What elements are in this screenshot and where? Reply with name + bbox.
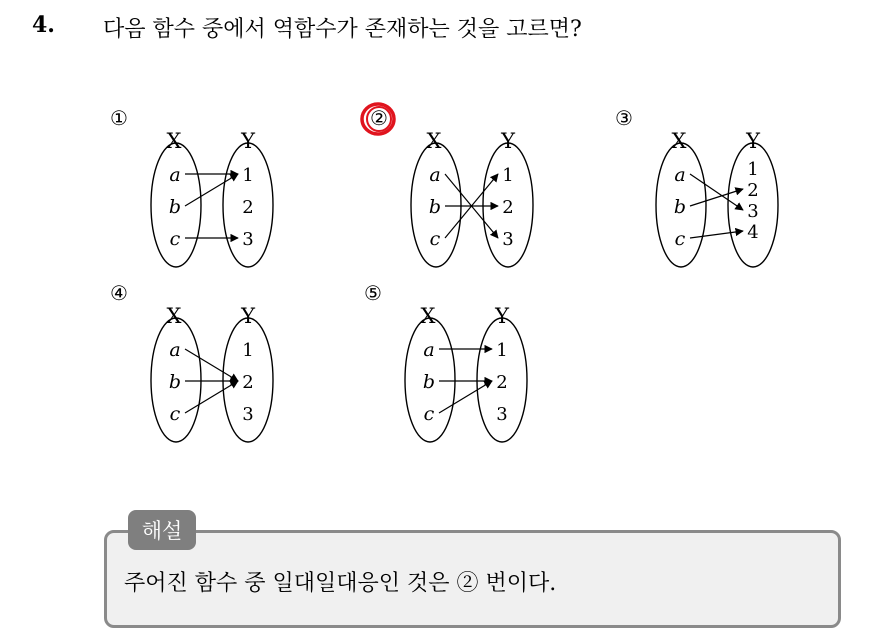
mapping-diagram xyxy=(108,103,298,283)
set-y-element: 2 xyxy=(747,180,759,201)
set-x-element: c xyxy=(169,403,181,425)
set-y-element: 3 xyxy=(496,404,508,425)
set-x-element: a xyxy=(674,164,686,186)
set-x-label: X xyxy=(426,129,442,153)
set-x-element: b xyxy=(168,196,182,218)
option-number: ③ xyxy=(615,106,633,130)
mapping-arrow xyxy=(439,381,492,413)
set-y-label: Y xyxy=(495,304,509,328)
set-x-element: b xyxy=(168,371,182,393)
set-x-element: a xyxy=(423,339,435,361)
set-y-element: 1 xyxy=(242,340,254,361)
option-number: ⑤ xyxy=(364,281,382,305)
option-number: ④ xyxy=(110,281,128,305)
set-y-element: 2 xyxy=(242,372,254,393)
set-x-label: X xyxy=(166,304,182,328)
mapping-diagram xyxy=(368,103,558,283)
question-number: 4. xyxy=(32,12,55,38)
set-y-label: Y xyxy=(241,304,255,328)
set-y-element: 1 xyxy=(242,165,254,186)
set-y-element: 3 xyxy=(502,229,514,250)
set-y-element: 2 xyxy=(502,197,514,218)
set-x-element: c xyxy=(423,403,435,425)
set-x-label: X xyxy=(420,304,436,328)
set-x-element: b xyxy=(422,371,436,393)
solution-text: 주어진 함수 중 일대일대응인 것은 ② 번이다. xyxy=(124,571,557,596)
set-y-element: 2 xyxy=(242,197,254,218)
set-x-element: c xyxy=(674,228,686,250)
set-x-element: b xyxy=(428,196,442,218)
set-y-element: 2 xyxy=(496,372,508,393)
set-x-element: a xyxy=(169,339,181,361)
set-x-element: c xyxy=(429,228,441,250)
set-x-element: a xyxy=(429,164,441,186)
option-2-diagram[interactable] xyxy=(368,103,558,283)
set-y-element: 1 xyxy=(496,340,508,361)
option-5-diagram[interactable] xyxy=(362,278,552,458)
question-text: 다음 함수 중에서 역함수가 존재하는 것을 고르면? xyxy=(103,17,582,42)
mapping-arrow xyxy=(185,174,238,206)
set-x-element: b xyxy=(673,196,687,218)
set-y-label: Y xyxy=(746,129,760,153)
mapping-arrow xyxy=(690,231,743,238)
mapping-diagram xyxy=(613,103,803,283)
set-x-element: a xyxy=(169,164,181,186)
set-y-label: Y xyxy=(241,129,255,153)
mapping-arrow xyxy=(185,349,238,381)
mapping-diagram xyxy=(108,278,298,458)
set-y-element: 1 xyxy=(502,165,514,186)
option-number: ② xyxy=(370,106,388,130)
set-x-label: X xyxy=(671,129,687,153)
set-y-element: 3 xyxy=(242,229,254,250)
set-x-label: X xyxy=(166,129,182,153)
set-x-element: c xyxy=(169,228,181,250)
mapping-diagram xyxy=(362,278,552,458)
option-3-diagram[interactable] xyxy=(613,103,803,283)
set-y-element: 3 xyxy=(747,201,759,222)
set-y-label: Y xyxy=(501,129,515,153)
mapping-arrow xyxy=(185,381,238,413)
option-1-diagram[interactable] xyxy=(108,103,298,283)
set-y-element: 1 xyxy=(747,159,759,180)
option-number: ① xyxy=(110,106,128,130)
option-4-diagram[interactable] xyxy=(108,278,298,458)
solution-tag: 해설 xyxy=(128,510,196,550)
set-y-element: 3 xyxy=(242,404,254,425)
set-y-element: 4 xyxy=(747,222,759,243)
